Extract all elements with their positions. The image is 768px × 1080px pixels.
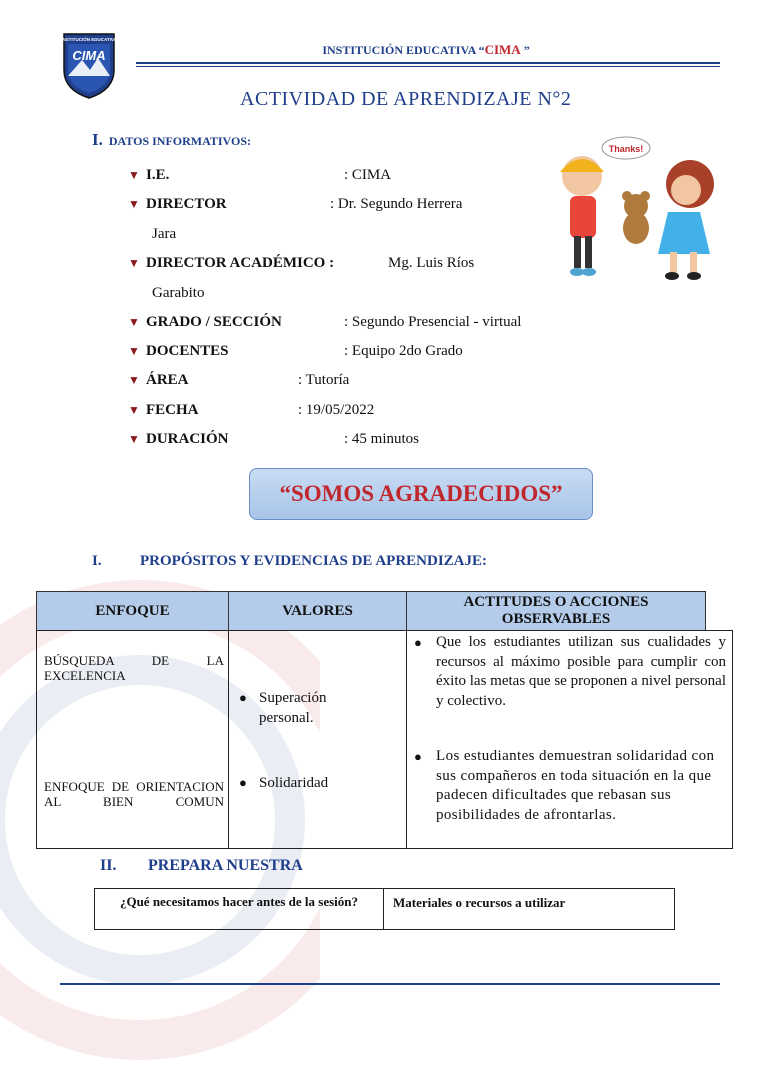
institution-title [136,42,716,58]
arrow-bullet-icon: ▼ [128,403,140,417]
school-logo-icon [60,30,118,100]
activity-title: ACTIVIDAD DE APRENDIZAJE N°2 [240,88,572,110]
arrow-bullet-icon: ▼ [128,168,140,182]
section-label: PREPARA NUESTRA [148,857,303,874]
arrow-bullet-icon: ▼ [128,256,140,270]
info-continuation: Garabito [152,285,205,301]
section-number: I. [92,130,103,149]
info-key: I.E. [146,167,170,183]
actitud-text: Que los estudiantes utilizan sus cualidades y recursos al máximo posible para cumplir con éxito las metas que se proponen a nivel personal y colectivo. [436,634,726,709]
info-value: : Segundo Presencial - virtual [344,314,522,330]
bullet-dot-icon: ● [414,635,422,650]
table-cell-valores [228,630,407,849]
footer-divider [60,983,720,985]
institution-suffix: ” [520,43,530,57]
info-value: : Tutoría [298,372,350,388]
info-value: : 19/05/2022 [298,402,375,418]
info-row-grado [128,314,522,331]
info-row-docentes [128,343,463,360]
table-cell-enfoque [36,630,229,849]
arrow-bullet-icon: ▼ [128,197,140,211]
info-key: DIRECTOR ACADÉMICO : [146,255,335,271]
enfoque-text: ENFOQUE DE ORIENTACION AL BIEN COMUN [44,779,224,809]
info-row-duracion [128,431,420,448]
actitud-item [414,633,726,711]
section-number: I. [92,553,102,569]
header-divider-thin [136,66,720,67]
svg-text:CIMA: CIMA [72,48,106,63]
info-row-director [128,196,463,213]
info-value: : Equipo 2do Grado [344,343,463,359]
info-key: DOCENTES [146,343,229,359]
prep-col-header-materials: Materiales o recursos a utilizar [393,895,566,910]
prep-table [94,888,675,930]
table-header-actitudes: ACTITUDES O ACCIONES OBSERVABLES [406,591,706,631]
svg-text:INSTITUCIÓN EDUCATIVA: INSTITUCIÓN EDUCATIVA [61,37,117,42]
section-label: DATOS INFORMATIVOS: [108,134,251,148]
info-value: : 45 minutos [344,431,420,447]
arrow-bullet-icon: ▼ [128,344,140,358]
valor-text: Superación personal. [259,690,327,726]
section-label: PROPÓSITOS Y EVIDENCIAS DE APRENDIZAJE: [140,553,488,569]
table-header-valores: VALORES [228,591,407,631]
info-row-director-academico [128,255,475,272]
info-value: Mg. Luis Ríos [388,255,475,271]
kids-thanks-illustration [540,136,740,286]
actitud-text: Los estudiantes demuestran solidaridad con sus compañeros en toda situación en la que padecen dificultades que rebasan sus posibilidades de afrontarlas. [436,748,715,823]
arrow-bullet-icon: ▼ [128,373,140,387]
info-row-area [128,372,350,389]
section-number: II. [100,857,117,874]
section-datos-informativos [92,130,251,150]
institution-name: CIMA [484,42,521,57]
institution-prefix: INSTITUCIÓN EDUCATIVA “ [322,43,485,57]
actitud-item [414,747,718,825]
info-key: DURACIÓN [146,431,229,447]
info-row-ie [128,167,392,184]
info-key: GRADO / SECCIÓN [146,314,282,330]
valor-item [239,773,379,793]
info-key: FECHA [146,402,199,418]
bullet-dot-icon: ● [414,749,423,764]
arrow-bullet-icon: ▼ [128,315,140,329]
session-title-box: “SOMOS AGRADECIDOS” [249,468,593,520]
info-row-fecha [128,402,375,419]
info-continuation: Jara [152,226,177,242]
info-value: : CIMA [344,167,392,183]
valor-text: Solidaridad [259,775,329,791]
arrow-bullet-icon: ▼ [128,432,140,446]
table-header-enfoque: ENFOQUE [36,591,229,631]
info-value: : Dr. Segundo Herrera [330,196,463,212]
header-divider [136,62,720,64]
section-propositos-heading [92,553,487,570]
enfoque-text: BÚSQUEDA DE LA EXCELENCIA [44,653,224,683]
section-prepara-heading [100,857,303,875]
info-key: DIRECTOR [146,196,227,212]
valor-item [239,688,379,728]
info-key: ÁREA [146,372,189,388]
prep-col-header-before: ¿Qué necesitamos hacer antes de la sesión? [95,889,384,929]
bullet-dot-icon: ● [239,775,247,790]
bullet-dot-icon: ● [239,690,247,705]
svg-text:Thanks!: Thanks! [608,144,644,154]
